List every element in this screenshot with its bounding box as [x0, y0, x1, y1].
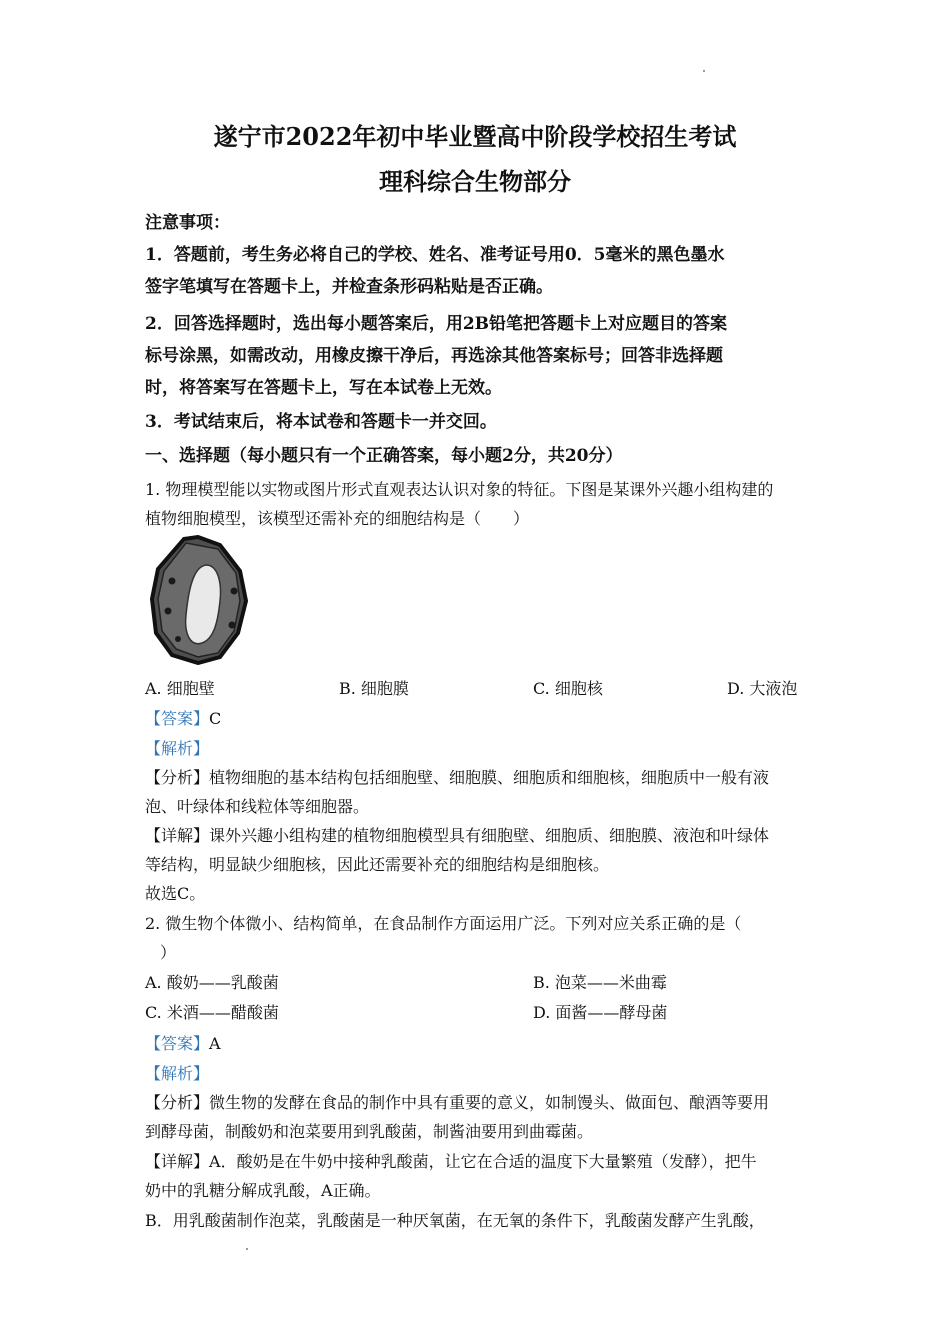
xiangjie-tag: 【详解】: [145, 1152, 210, 1171]
scan-speck: [703, 70, 705, 72]
plant-cell-model-figure: [148, 535, 252, 665]
chloroplast-dot: [175, 636, 181, 642]
q2-stem-line-1: 2. 微生物个体微小、结构简单，在食品制作方面运用广泛。下列对应关系正确的是（: [145, 914, 742, 933]
q2-fenxi-line-1: [145, 1090, 769, 1113]
q2-option-d: D. 面酱——酵母菌: [533, 1003, 668, 1022]
scan-speck: [246, 1248, 248, 1250]
fenxi-tag: 【分析】: [145, 768, 210, 787]
exam-title: 遂宁市2022年初中毕业暨高中阶段学校招生考试: [213, 122, 737, 151]
q1-stem-line-1: 1. 物理模型能以实物或图片形式直观表达认识对象的特征。下图是某课外兴趣小组构建的: [145, 480, 774, 499]
section-heading: 一、选择题（每小题只有一个正确答案，每小题2分，共20分）: [145, 446, 623, 466]
q1-analysis-tag: 【解析】: [145, 739, 210, 758]
q2-option-c: C. 米酒——醋酸菌: [145, 1003, 279, 1022]
q1-answer-line: [145, 706, 221, 729]
q1-conclusion: 故选C。: [145, 884, 206, 903]
q2-option-b: B. 泡菜——米曲霉: [533, 973, 667, 992]
q1-xiangjie-line-1: [145, 823, 769, 846]
q2-fenxi-text: 微生物的发酵在食品的制作中具有重要的意义，如制馒头、做面包、酿酒等要用: [209, 1093, 770, 1112]
q1-fenxi-line-1: [145, 765, 769, 788]
q1-xiangjie-line-2: 等结构，明显缺少细胞核，因此还需要补充的细胞结构是细胞核。: [145, 855, 610, 874]
fenxi-tag: 【分析】: [145, 1093, 210, 1112]
xiangjie-tag: 【详解】: [145, 826, 210, 845]
notice-item-3: 3．考试结束后，将本试卷和答题卡一并交回。: [145, 412, 497, 432]
q2-analysis-tag: 【解析】: [145, 1064, 210, 1083]
q2-answer-value: A: [209, 1034, 221, 1053]
q1-option-c: C. 细胞核: [533, 679, 603, 698]
q1-xiangjie-text: 课外兴趣小组构建的植物细胞模型具有细胞壁、细胞质、细胞膜、液泡和叶绿体: [209, 826, 770, 845]
notice-item-2-line-2: 标号涂黑，如需改动，用橡皮擦干净后，再选涂其他答案标号；回答非选择题: [145, 346, 723, 366]
exam-subtitle: 理科综合生物部分: [379, 167, 571, 196]
chloroplast-dot: [169, 578, 176, 585]
q2-xiangjie-text: A．酸奶是在牛奶中接种乳酸菌，让它在合适的温度下大量繁殖（发酵），把牛: [209, 1152, 757, 1171]
q2-xiangjie-line-1: [145, 1149, 757, 1172]
q1-stem-line-2: 植物细胞模型，该模型还需补充的细胞结构是（ ）: [145, 509, 530, 528]
q2-answer-line: [145, 1031, 221, 1054]
chloroplast-dot: [231, 588, 238, 595]
q2-xiangjie-line-2: 奶中的乳糖分解成乳酸，A正确。: [145, 1181, 381, 1200]
q2-fenxi-line-2: 到酵母菌，制酸奶和泡菜要用到乳酸菌，制酱油要用到曲霉菌。: [145, 1122, 594, 1141]
q2-xiangjie-line-3: B．用乳酸菌制作泡菜，乳酸菌是一种厌氧菌，在无氧的条件下，乳酸菌发酵产生乳酸，: [145, 1211, 765, 1230]
q2-stem-line-2: ）: [160, 943, 177, 962]
notice-item-1-line-1: 1．答题前，考生务必将自己的学校、姓名、准考证号用0．5毫米的黑色墨水: [145, 245, 725, 265]
notice-item-2-line-3: 时，将答案写在答题卡上，写在本试卷上无效。: [145, 378, 502, 398]
answer-tag: 【答案】: [145, 709, 210, 728]
notice-item-2-line-1: 2．回答选择题时，选出每小题答案后，用2B铅笔把答题卡上对应题目的答案: [145, 314, 728, 334]
chloroplast-dot: [165, 608, 172, 615]
q1-option-b: B. 细胞膜: [339, 679, 409, 698]
chloroplast-dot: [229, 622, 236, 629]
answer-tag: 【答案】: [145, 1034, 210, 1053]
q2-option-a: A. 酸奶——乳酸菌: [145, 973, 279, 992]
notice-heading: 注意事项：: [145, 213, 230, 233]
q1-option-a: A. 细胞壁: [145, 679, 215, 698]
q1-answer-value: C: [209, 709, 222, 728]
q1-option-d: D. 大液泡: [727, 679, 798, 698]
q1-fenxi-line-2: 泡、叶绿体和线粒体等细胞器。: [145, 797, 370, 816]
notice-item-1-line-2: 签字笔填写在答题卡上，并检查条形码粘贴是否正确。: [145, 277, 553, 297]
q1-fenxi-text: 植物细胞的基本结构包括细胞壁、细胞膜、细胞质和细胞核，细胞质中一般有液: [209, 768, 770, 787]
